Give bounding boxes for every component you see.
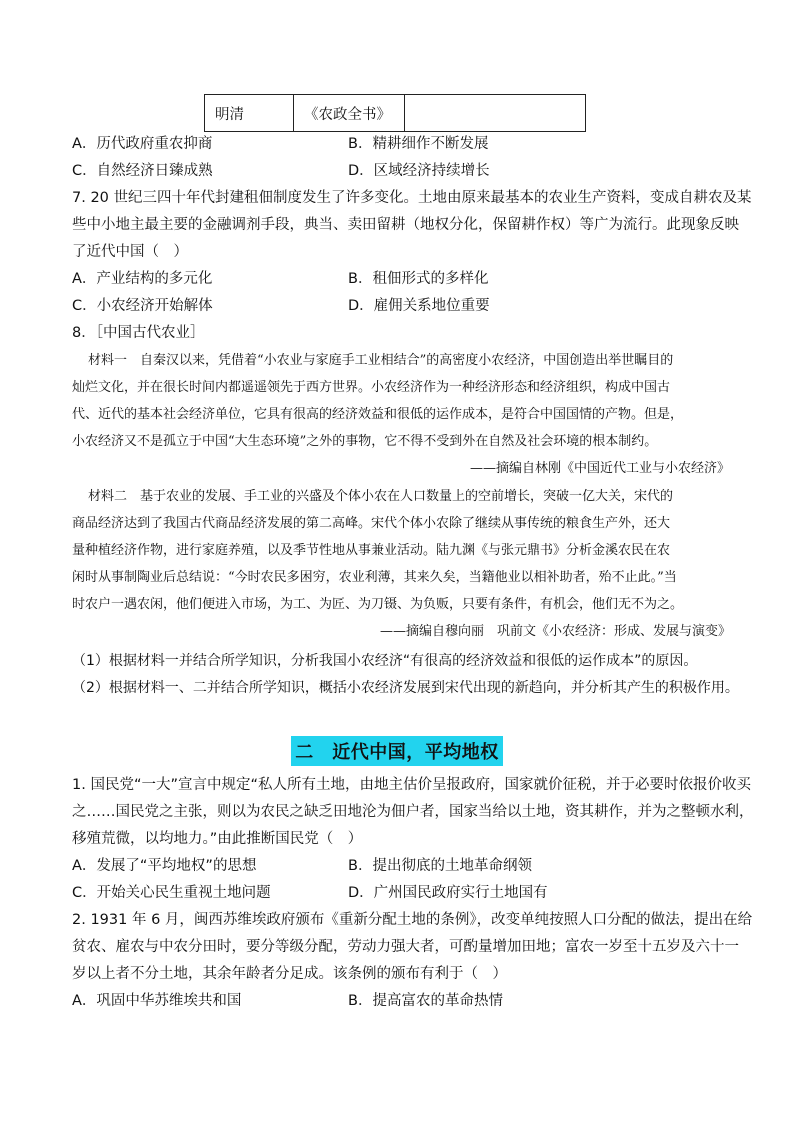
s2q2-stem-line: 2. 1931 年 6 月，闽西苏维埃政府颁布《重新分配土地的条例》，改变单纯按照人口分配的做法，提出在给 [72,912,753,928]
table-cell-dynasty: 明清 [205,95,294,132]
s2q1-option-c[interactable]: C．开始关心民生重视土地问题 [72,885,271,901]
s2q2-option-a[interactable]: A．巩固中华苏维埃共和国 [72,993,242,1009]
dynasty-table [204,94,586,132]
material-2-line: 商品经济达到了我国古代商品经济发展的第二高峰。宋代个体小农除了继续从事传统的粮食生产外，还大 [72,516,671,531]
section-heading-wrap [0,736,794,766]
material-1-line: 灿烂文化，并在很长时间内都遥遥领先于西方世界。小农经济作为一种经济形态和经济组织，构成中国古 [72,380,671,395]
table-row [205,95,586,132]
material-1-line: 小农经济又不是孤立于中国“大生态环境”之外的事物，它不得不受到外在自然及社会环境的根本制约。 [72,434,658,449]
q7-option-d[interactable]: D．雇佣关系地位重要 [348,298,490,314]
q7-option-c[interactable]: C．小农经济开始解体 [72,298,213,314]
q7-stem-line: 了近代中国（ ） [72,244,188,260]
q6-option-c[interactable]: C．自然经济日臻成熟 [72,163,213,179]
s2q2-stem-line: 岁以上者不分土地，其余年龄者分足成。该条例的颁布有利于（ ） [72,966,507,982]
material-1-source: ——摘编自林刚《中国近代工业与小农经济》 [470,461,731,476]
s2q1-stem-line: 1. 国民党“一大”宣言中规定“私人所有土地，由地主估价呈报政府，国家就价征税，并于必要时依报价收买 [72,777,751,793]
q7-option-a[interactable]: A．产业结构的多元化 [72,271,213,287]
s2q1-option-b[interactable]: B．提出彻底的土地革命纲领 [348,858,532,874]
q8-subquestion-2: （2）根据材料一、二并结合所学知识，概括小农经济发展到宋代出现的新趋向，并分析其产生的积极作用。 [72,680,739,696]
material-1-line: 材料一 自秦汉以来，凭借着“小农业与家庭手工业相结合”的高密度小农经济，中国创造出举世瞩目的 [88,353,674,368]
s2q2-stem-line: 贫农、雇农与中农分田时，要分等级分配，劳动力强大者，可酌量增加田地；富农一岁至十五岁及六十一 [72,939,739,955]
s2q2-option-b[interactable]: B．提高富农的革命热情 [348,993,503,1009]
s2q1-stem-line: 之……国民党之主张，则以为农民之缺乏田地沦为佃户者，国家当给以土地，资其耕作，并为之整顿水利， [72,804,754,820]
q8-subquestion-1: （1）根据材料一并结合所学知识，分析我国小农经济“有很高的经济效益和很低的运作成本”的原因。 [72,653,698,669]
material-1-line: 代、近代的基本社会经济单位，它具有很高的经济效益和很低的运作成本，是符合中国国情的产物。但是， [72,407,684,422]
q7-option-b[interactable]: B．租佃形式的多样化 [348,271,489,287]
material-2-line: 闲时从事制陶业后总结说：“今时农民多困穷，农业利薄，其来久矣，当籍他业以相补助者，殆不止此。”当 [72,570,677,585]
material-2-line: 量种植经济作物，进行家庭养殖，以及季节性地从事兼业活动。陆九渊《与张元鼎书》分析金溪农民在农 [72,543,671,558]
q6-option-d[interactable]: D．区域经济持续增长 [348,163,490,179]
s2q1-option-d[interactable]: D．广州国民政府实行土地国有 [348,885,548,901]
table-cell-empty [405,95,586,132]
material-2-line: 时农户一遇农闲，他们便进入市场，为工、为匠、为刀镊、为负贩，只要有条件，有机会，他们无不为之。 [72,597,684,612]
q6-option-a[interactable]: A．历代政府重农抑商 [72,136,213,152]
table-cell-book: 《农政全书》 [294,95,405,132]
q6-option-b[interactable]: B．精耕细作不断发展 [348,136,489,152]
s2q1-stem-line: 移殖荒微，以均地力。”由此推断国民党（ ） [72,831,363,847]
q7-stem-line: 7. 20 世纪三四十年代封建租佃制度发生了许多变化。土地由原来最基本的农业生产资料，变成自耕农及某 [72,190,752,206]
material-2-source: ——摘编自穆向丽 巩前文《小农经济：形成、发展与演变》 [380,624,732,639]
material-2-line: 材料二 基于农业的发展、手工业的兴盛及个体小农在人口数量上的空前增长，突破一亿大关，宋代的 [88,489,674,504]
q8-title: 8．［中国古代农业］ [72,325,205,341]
section-heading: 二 近代中国，平均地权 [291,736,503,766]
s2q1-option-a[interactable]: A．发展了“平均地权”的思想 [72,858,257,874]
q7-stem-line: 些中小地主最主要的金融调剂手段，典当、卖田留耕（地权分化，保留耕作权）等广为流行。此现象反映 [72,217,739,233]
